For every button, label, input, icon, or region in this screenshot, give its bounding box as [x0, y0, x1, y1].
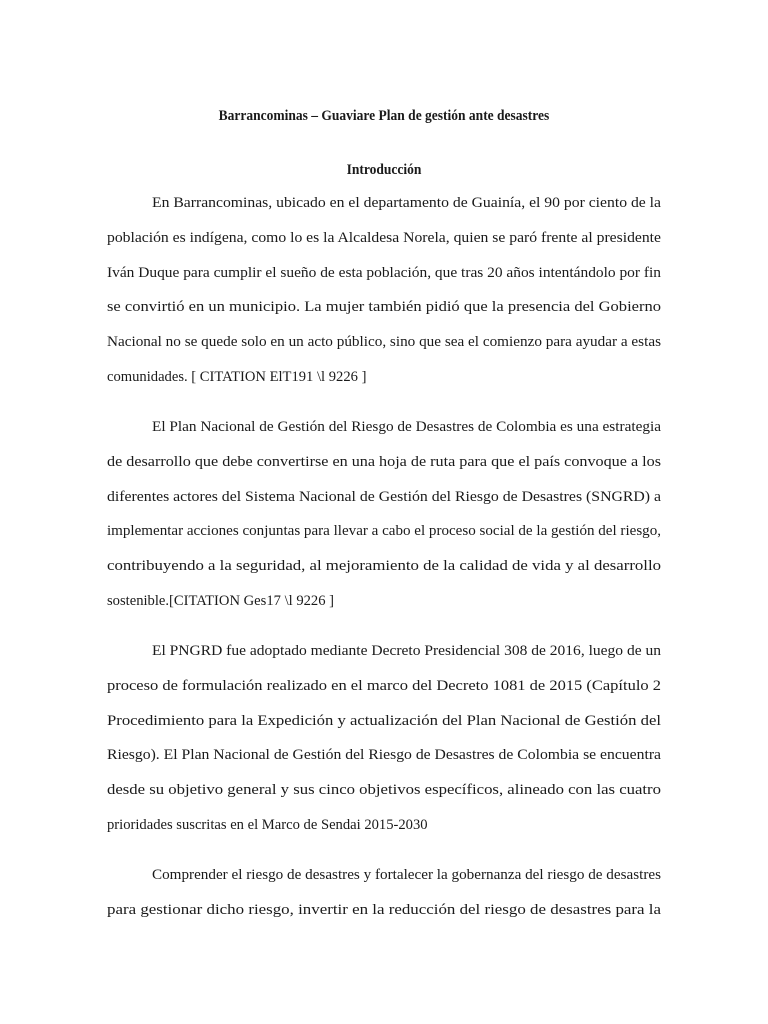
paragraph-line: desde su objetivo general y sus cinco objetivos específicos, alineado con las cuatro	[107, 782, 661, 799]
paragraph-line: Iván Duque para cumplir el sueño de esta población, que tras 20 años intentándolo por fin	[107, 264, 661, 281]
paragraph-line: El PNGRD fue adoptado mediante Decreto Presidencial 308 de 2016, luego de un	[152, 643, 661, 659]
paragraph-line: comunidades. [ CITATION ElT191 \l 9226 ]	[107, 368, 367, 385]
paragraph-line: Nacional no se quede solo en un acto público, sino que sea el comienzo para ayudar a estas	[107, 334, 661, 351]
paragraph-line: proceso de formulación realizado en el marco del Decreto 1081 de 2015 (Capítulo 2	[107, 677, 661, 694]
paragraph-line: En Barrancominas, ubicado en el departamento de Guainía, el 90 por ciento de la	[152, 195, 661, 211]
paragraph-3	[107, 634, 661, 843]
paragraph-line: se convirtió en un municipio. La mujer también pidió que la presencia del Gobierno	[107, 299, 661, 316]
paragraph-1	[107, 186, 661, 395]
paragraph-line: El Plan Nacional de Gestión del Riesgo de Desastres de Colombia es una estrategia	[152, 419, 661, 435]
paragraph-line: Comprender el riesgo de desastres y fortalecer la gobernanza del riesgo de desastres	[152, 867, 661, 883]
paragraph-line: de desarrollo que debe convertirse en una hoja de ruta para que el país convoque a los	[107, 453, 661, 470]
paragraph-line: población es indígena, como lo es la Alcaldesa Norela, quien se paró frente al presidente	[107, 229, 661, 246]
paragraph-line: implementar acciones conjuntas para llevar a cabo el proceso social de la gestión del riesgo,	[107, 523, 661, 540]
paragraph-line: prioridades suscritas en el Marco de Sendai 2015-2030	[107, 816, 428, 833]
paragraph-line: sostenible.[CITATION Ges17 \l 9226 ]	[107, 592, 335, 609]
paragraph-line: diferentes actores del Sistema Nacional de Gestión del Riesgo de Desastres (SNGRD) a	[107, 488, 661, 505]
document-title: Barrancominas – Guaviare Plan de gestión ante desastres	[218, 108, 550, 124]
paragraph-2	[107, 410, 661, 619]
paragraph-line: para gestionar dicho riesgo, invertir en la reducción del riesgo de desastres para la	[107, 901, 661, 918]
paragraph-line: Riesgo). El Plan Nacional de Gestión del Riesgo de Desastres de Colombia se encuentra	[107, 747, 661, 764]
paragraph-line: contribuyendo a la seguridad, al mejoramiento de la calidad de vida y al desarrollo	[107, 558, 661, 575]
paragraph-line: Procedimiento para la Expedición y actualización del Plan Nacional de Gestión del	[107, 712, 661, 729]
paragraph-4	[107, 858, 661, 928]
section-heading-introduccion: Introducción	[346, 162, 422, 178]
